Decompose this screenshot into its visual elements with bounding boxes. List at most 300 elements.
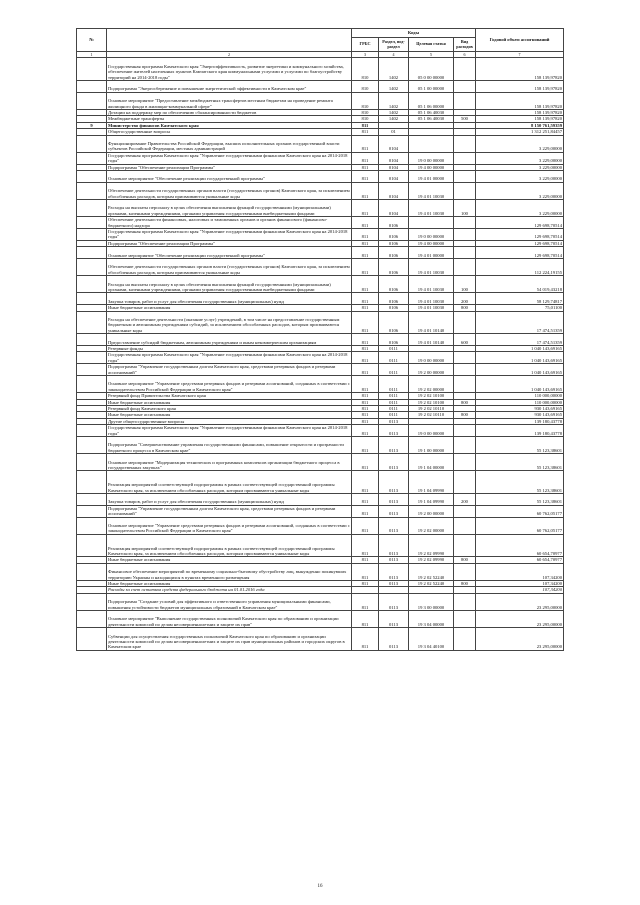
row-number-cell [77,152,107,164]
row-name-cell: Основное мероприятие "Управление средствами резервных фондов и резервами ассигнований, созданных в соответствии с законодательством Российской Федерации и Камчатского края" [107,517,352,534]
target-article-cell: 19 2 02 10110 [409,406,454,412]
razdel-cell: 0106 [379,311,409,334]
row-number-cell [77,217,107,229]
budget-table-page [76,28,563,651]
amount-cell: 158 139,97820 [476,109,564,115]
target-article-cell: 19 2 00 00000 [409,364,454,376]
table-row [77,135,564,152]
row-number-cell [77,200,107,217]
amount-cell: 139 180,43778 [476,425,564,437]
amount-cell: 60 654,70977 [476,557,564,563]
amount-cell: 60 762,05177 [476,505,564,517]
amount-cell: 930 143,69165 [476,406,564,412]
target-article-cell: 19 0 00 00000 [409,352,454,364]
grbs-cell: 810 [352,92,379,109]
row-number-cell [77,81,107,93]
razdel-cell: 0106 [379,229,409,241]
grbs-cell: 811 [352,581,379,587]
expense-type-cell: 200 [454,293,476,305]
razdel-cell: 0106 [379,334,409,346]
grbs-cell: 811 [352,240,379,246]
target-article-cell: 05 1 00 00000 [409,81,454,93]
target-article-cell: 19 0 00 00000 [409,152,454,164]
target-article-cell [409,135,454,152]
grbs-cell: 811 [352,494,379,506]
target-article-cell: 19 1 04 00000 [409,454,454,471]
razdel-cell: 0111 [379,399,409,405]
table-row [77,364,564,376]
row-number-cell [77,58,107,81]
header-codes: Коды [352,29,476,38]
table-row [77,471,564,494]
target-article-cell: 19 2 02 00000 [409,517,454,534]
target-article-cell: 19 2 02 10100 [409,399,454,405]
expense-type-cell [454,152,476,164]
row-name-cell: Министерство финансов Камчатского края [107,122,352,128]
row-number-cell [77,563,107,580]
razdel-cell: 0104 [379,200,409,217]
expense-type-cell [454,611,476,628]
amount-cell: 75,01100 [476,305,564,311]
razdel-cell: 0111 [379,412,409,418]
expense-type-cell: 800 [454,557,476,563]
grbs-cell: 811 [352,593,379,610]
razdel-cell: 0113 [379,437,409,454]
table-row [77,259,564,276]
target-article-cell: 19 3 04 00000 [409,611,454,628]
row-number-cell [77,293,107,305]
row-name-cell: Основное мероприятие "Выполнение государственных полномочий Камчатского края по образованию и организации деятельности комиссий по делам несовершеннолетних и защите их прав" [107,611,352,628]
razdel-cell: 0113 [379,425,409,437]
razdel-cell: 0113 [379,581,409,587]
row-name-cell: Общегосударственные вопросы [107,129,352,135]
row-name-cell: Иные бюджетные ассигнования [107,581,352,587]
expense-type-cell [454,534,476,557]
expense-type-cell [454,505,476,517]
amount-cell: 17 474,51359 [476,334,564,346]
row-name-cell: Закупка товаров, работ и услуг для обеспечения государственных (муниципальных) нужд [107,293,352,305]
razdel-cell: 0106 [379,293,409,305]
row-name-cell: Подпрограмма "Создание условий для эффективного и ответственного управления муниципальными финансами, повышения устойчивости бюджетов муниципальных образований в Камчатском крае" [107,593,352,610]
amount-cell: 158 139,97820 [476,116,564,122]
table-row [77,171,564,183]
grbs-cell: 811 [352,557,379,563]
row-name-cell: Расходы на выплаты персоналу в целях обеспечения выполнения функций государственными (муниципальными) органами, казенными учреждениями, органами управления государственными внебюджетными фондами [107,200,352,217]
amount-cell: 55 123,38601 [476,454,564,471]
row-number-cell [77,247,107,259]
amount-cell: 1 040 143,69165 [476,345,564,351]
amount-cell: 54 019,43218 [476,276,564,293]
row-name-cell: Иные бюджетные ассигнования [107,305,352,311]
grbs-cell: 811 [352,229,379,241]
grbs-cell: 811 [352,534,379,557]
row-name-cell: Субвенции для осуществления государственных полномочий Камчатского края по образованию и организации деятельности комиссий по делам несовершеннолетних и защите их прав муниципальных районов и городских округов в Камчатском крае [107,628,352,651]
amount-cell: 17 474,51359 [476,311,564,334]
header-grbs: ГРБС [352,38,379,52]
target-article-cell: 19 0 00 00000 [409,425,454,437]
razdel-cell: 0106 [379,247,409,259]
razdel-cell: 0111 [379,376,409,393]
expense-type-cell [454,471,476,494]
razdel-cell: 0104 [379,135,409,152]
razdel-cell: 1402 [379,81,409,93]
grbs-cell: 811 [352,305,379,311]
grbs-cell: 811 [352,425,379,437]
amount-cell: 3 229,00000 [476,135,564,152]
target-article-cell: 19 2 02 09990 [409,534,454,557]
expense-type-cell [454,217,476,229]
row-number-cell [77,92,107,109]
expense-type-cell: 100 [454,200,476,217]
amount-cell: 112 224,19155 [476,259,564,276]
expense-type-cell [454,425,476,437]
target-article-cell: 19 2 00 00000 [409,505,454,517]
row-name-cell: Межбюджетные трансферты [107,116,352,122]
amount-cell: 1 040 143,69165 [476,364,564,376]
header-name [107,29,352,52]
amount-cell: 107,34200 [476,581,564,587]
razdel-cell: 1402 [379,109,409,115]
grbs-cell: 810 [352,58,379,81]
target-article-cell: 19 4 00 00000 [409,240,454,246]
amount-cell: 23 295,00000 [476,611,564,628]
target-article-cell: 19 1 04 09990 [409,494,454,506]
table-row [77,517,564,534]
amount-cell: 8 150 761,59359 [476,122,564,128]
grbs-cell: 811 [352,505,379,517]
amount-cell: 55 123,38601 [476,494,564,506]
target-article-cell: 05 1 06 00000 [409,92,454,109]
razdel-cell: 0104 [379,152,409,164]
razdel-cell: 0113 [379,494,409,506]
header-tselevaya: Целевая статья [409,38,454,52]
row-name-cell: Резервные фонды [107,345,352,351]
grbs-cell: 811 [352,437,379,454]
grbs-cell: 811 [352,345,379,351]
amount-cell: 3 229,00000 [476,182,564,199]
grbs-cell: 811 [352,563,379,580]
table-row [77,425,564,437]
row-number-cell [77,471,107,494]
row-name-cell: Государственная программа Камчатского края "Управление государственными финансами Камчатского края на 2014-2018 годы" [107,425,352,437]
amount-cell: 129 698,70514 [476,229,564,241]
razdel-cell: 01 [379,129,409,135]
row-name-cell: Финансовое обеспечение мероприятий по временному социально-бытовому обустройству лиц, вынужденно покинувших территорию Украины и находящихся в пунктах временного размещения [107,563,352,580]
amount-cell: 158 139,97820 [476,58,564,81]
grbs-cell: 811 [352,364,379,376]
target-article-cell: 19 4 01 00000 [409,171,454,183]
amount-cell: 139 180,43778 [476,418,564,424]
target-article-cell: 19 4 01 00000 [409,247,454,259]
razdel-cell: 0106 [379,259,409,276]
target-article-cell: 19 2 02 00000 [409,376,454,393]
row-name-cell: Реализация мероприятий соответствующей подпрограммы в рамках соответствующей государственной программы Камчатского края, за исключением обособленных расходов, которым присваиваются уникальные коды [107,471,352,494]
row-name-cell: Обеспечение деятельности государственных органов власти (государственных органов) Камчатского края, за исключением обособленных расходов, которым присваиваются уникальные коды [107,182,352,199]
grbs-cell: 811 [352,471,379,494]
row-name-cell: Расходы на обеспечение деятельности (оказание услуг) учреждений, в том числе на предоставление государственным бюджетным и автономным учреждениям субсидий, за исключением обособленных расходов, которым присваиваются уникальные коды [107,311,352,334]
amount-cell: 129 698,70514 [476,247,564,259]
row-number-cell [77,425,107,437]
razdel-cell: 0113 [379,471,409,494]
table-row [77,58,564,81]
razdel-cell: 1402 [379,92,409,109]
razdel-cell: 0113 [379,628,409,651]
row-name-cell: Государственная программа Камчатского края "Управление государственными финансами Камчатского края на 2014-2018 годы" [107,352,352,364]
amount-cell: 60 654,70977 [476,534,564,557]
target-article-cell: 19 3 04 40100 [409,628,454,651]
row-name-cell: Иные бюджетные ассигнования [107,399,352,405]
target-article-cell: 19 4 01 10030 [409,259,454,276]
row-number-cell [77,494,107,506]
grbs-cell: 811 [352,412,379,418]
col-number: 7 [476,52,564,58]
header-razdel: Раздел, под-раздел [379,38,409,52]
row-name-cell: Государственная программа Камчатского края "Энергоэффективность, развитие энергетики и коммунального хозяйства, обеспечение жителей населенных пунктов Камчатского края коммунальными услугами и услугами по благоустройству территорий на 2014-2018 годы" [107,58,352,81]
row-name-cell: Подпрограмма "Управление государственным долгом Камчатского края, средствами резервных фондов и резервами ассигнований" [107,364,352,376]
grbs-cell: 811 [352,611,379,628]
amount-cell: 60 762,05177 [476,517,564,534]
row-name-cell: Дотации на поддержку мер по обеспечению сбалансированности бюджетов [107,109,352,115]
table-row [77,200,564,217]
table-row [77,311,564,334]
target-article-cell: 19 4 00 00000 [409,164,454,170]
expense-type-cell [454,81,476,93]
row-name-cell: Закупка товаров, работ и услуг для обеспечения государственных (муниципальных) нужд [107,494,352,506]
razdel-cell: 0111 [379,345,409,351]
row-name-cell: Подпрограмма "Управление государственным долгом Камчатского края, средствами резервных фондов и резервами ассигнований" [107,505,352,517]
expense-type-cell [454,182,476,199]
expense-type-cell [454,135,476,152]
grbs-cell: 811 [352,247,379,259]
razdel-cell: 0113 [379,418,409,424]
col-number: 4 [379,52,409,58]
grbs-cell: 811 [352,182,379,199]
expense-type-cell [454,247,476,259]
table-row [77,293,564,305]
razdel-cell: 0104 [379,171,409,183]
target-article-cell: 19 4 01 10140 [409,311,454,334]
razdel-cell: 0111 [379,352,409,364]
table-row [77,81,564,93]
table-row [77,229,564,241]
row-name-cell: Предоставление субсидий бюджетным, автономным учреждениям и иным некоммерческим организациям [107,334,352,346]
razdel-cell: 0111 [379,406,409,412]
target-article-cell: 19 4 01 10030 [409,182,454,199]
row-number-cell [77,135,107,152]
grbs-cell: 810 [352,116,379,122]
row-number-cell [77,334,107,346]
expense-type-cell: 100 [454,276,476,293]
table-row [77,628,564,651]
grbs-cell: 811 [352,418,379,424]
expense-type-cell [454,364,476,376]
table-row [77,534,564,557]
expense-type-cell [454,593,476,610]
table-body [77,58,564,650]
target-article-cell: 19 0 00 00000 [409,229,454,241]
razdel-cell: 0106 [379,217,409,229]
grbs-cell: 810 [352,81,379,93]
row-number-cell [77,182,107,199]
expense-type-cell: 600 [454,334,476,346]
amount-cell: 110 000,00000 [476,399,564,405]
expense-type-cell [454,259,476,276]
row-name-cell: Основное мероприятие "Модернизация технических и программных комплексов организации бюджетного процесса в государственных закупках" [107,454,352,471]
row-name-cell: Реализация мероприятий соответствующей подпрограммы в рамках соответствующей государственной программы Камчатского края, за исключением обособленных расходов, которым присваиваются уникальные коды [107,534,352,557]
target-article-cell: 05 1 06 40030 [409,109,454,115]
expense-type-cell: 800 [454,399,476,405]
row-name-cell: Основное мероприятие "Обеспечение реализации государственной программы" [107,247,352,259]
razdel-cell: 0113 [379,505,409,517]
expense-type-cell: 800 [454,305,476,311]
amount-cell: 55 123,38601 [476,471,564,494]
row-number-cell: 9 [77,122,107,128]
col-number: 3 [352,52,379,58]
row-name-cell: Основное мероприятие "Предоставление межбюджетных трансфертов местным бюджетам на проведение ремонта жилищного фонда в жилищно-коммунальной сфере" [107,92,352,109]
row-number-cell [77,505,107,517]
grbs-cell: 811 [352,454,379,471]
amount-cell: 110 000,00000 [476,393,564,399]
amount-cell: 3 229,00000 [476,152,564,164]
grbs-cell: 811 [352,217,379,229]
row-number-cell [77,376,107,393]
target-article-cell: 19 2 02 52240 [409,563,454,580]
amount-cell: 930 143,69165 [476,412,564,418]
expense-type-cell: 800 [454,581,476,587]
grbs-cell: 811 [352,171,379,183]
target-article-cell: 19 4 01 10030 [409,200,454,217]
row-number-cell [77,437,107,454]
grbs-cell: 811 [352,311,379,334]
table-row [77,593,564,610]
row-number-cell [77,364,107,376]
table-row [77,352,564,364]
expense-type-cell: 500 [454,116,476,122]
row-name-cell: Государственная программа Камчатского края "Управление государственными финансами Камчатского края на 2014-2018 годы" [107,152,352,164]
row-number-cell [77,454,107,471]
expense-type-cell [454,352,476,364]
expense-type-cell [454,376,476,393]
expense-type-cell [454,229,476,241]
expense-type-cell [454,58,476,81]
razdel-cell: 0104 [379,182,409,199]
row-name-cell: Иные бюджетные ассигнования [107,557,352,563]
col-number: 2 [107,52,352,58]
amount-cell: 129 698,70514 [476,240,564,246]
expense-type-cell [454,92,476,109]
row-number-cell [77,229,107,241]
target-article-cell: 19 2 02 10110 [409,412,454,418]
razdel-cell: 0113 [379,534,409,557]
expense-type-cell [454,517,476,534]
amount-cell: 158 139,97820 [476,81,564,93]
target-article-cell: 05 1 06 40030 [409,116,454,122]
amount-cell: 23 295,00000 [476,628,564,651]
table-row [77,376,564,393]
amount-cell: 55 123,38601 [476,437,564,454]
target-article-cell: 19 4 01 10140 [409,334,454,346]
col-number: 6 [454,52,476,58]
row-number-cell [77,593,107,610]
amount-cell: 158 139,97820 [476,92,564,109]
table-row [77,505,564,517]
razdel-cell: 0113 [379,454,409,471]
expense-type-cell [454,311,476,334]
razdel-cell: 0106 [379,305,409,311]
row-name-cell: Обеспечение деятельности финансовых, налоговых и таможенных органов и органов финансового (финансово-бюджетного) надзора [107,217,352,229]
amount-cell: 23 295,00000 [476,593,564,610]
razdel-cell: 1402 [379,58,409,81]
grbs-cell: 810 [352,109,379,115]
row-number-cell [77,276,107,293]
grbs-cell: 811 [352,259,379,276]
razdel-cell: 0111 [379,364,409,376]
expense-type-cell [454,563,476,580]
grbs-cell: 811 [352,276,379,293]
target-article-cell: 19 4 01 10030 [409,276,454,293]
table-row [77,611,564,628]
razdel-cell: 0104 [379,164,409,170]
razdel-cell: 0106 [379,276,409,293]
row-name-cell: Функционирование Правительства Российской Федерации, высших исполнительных органов государственной власти субъектов Российской Федерации, местных администраций [107,135,352,152]
row-name-cell: Расходы за счет остатков средств федерального бюджета на 01.01.2016 года [107,587,352,593]
razdel-cell: 0113 [379,593,409,610]
table-row [77,563,564,580]
row-number-cell [77,611,107,628]
row-number-cell [77,517,107,534]
grbs-cell: 811 [352,135,379,152]
grbs-cell: 811 [352,406,379,412]
table-row [77,437,564,454]
row-name-cell: Подпрограмма "Энергосбережение и повышение энергетической эффективности в Камчатском крае" [107,81,352,93]
table-row [77,494,564,506]
table-row [77,276,564,293]
col-number: 5 [409,52,454,58]
table-row [77,92,564,109]
row-number-cell [77,628,107,651]
row-name-cell: Основное мероприятие "Обеспечение реализации государственной программы" [107,171,352,183]
expense-type-cell: 200 [454,494,476,506]
row-number-cell [77,311,107,334]
target-article-cell: 19 4 01 10030 [409,293,454,305]
amount-cell: 1 040 143,69165 [476,352,564,364]
table-row [77,217,564,229]
expense-type-cell [454,454,476,471]
grbs-cell: 811 [352,517,379,534]
row-name-cell: Государственная программа Камчатского края "Управление государственными финансами Камчатского края на 2014-2018 годы" [107,229,352,241]
row-number-cell [77,171,107,183]
amount-cell: 58 129,74817 [476,293,564,305]
row-number-cell [77,352,107,364]
grbs-cell: 811 [352,352,379,364]
razdel-cell: 0113 [379,611,409,628]
target-article-cell: 19 1 04 09990 [409,471,454,494]
amount-cell: 107,34200 [476,563,564,580]
expense-type-cell [454,628,476,651]
expense-type-cell [454,437,476,454]
target-article-cell: 19 2 02 10100 [409,393,454,399]
amount-cell: 1 312 251,84457 [476,129,564,135]
row-number-cell [77,259,107,276]
row-name-cell: Резервный фонд Камчатского края [107,406,352,412]
amount-cell: 107,34200 [476,587,564,593]
row-number-cell [77,534,107,557]
row-name-cell: Подпрограмма "Совершенствование управления государственными финансами, повышение открытости и прозрачности бюджетного процесса в Камчатском крае" [107,437,352,454]
header-vid: Вид расходов [454,38,476,52]
amount-cell: 129 698,70514 [476,217,564,229]
row-name-cell: Подпрограмма "Обеспечение реализации Программы" [107,240,352,246]
amount-cell: 3 229,00000 [476,171,564,183]
